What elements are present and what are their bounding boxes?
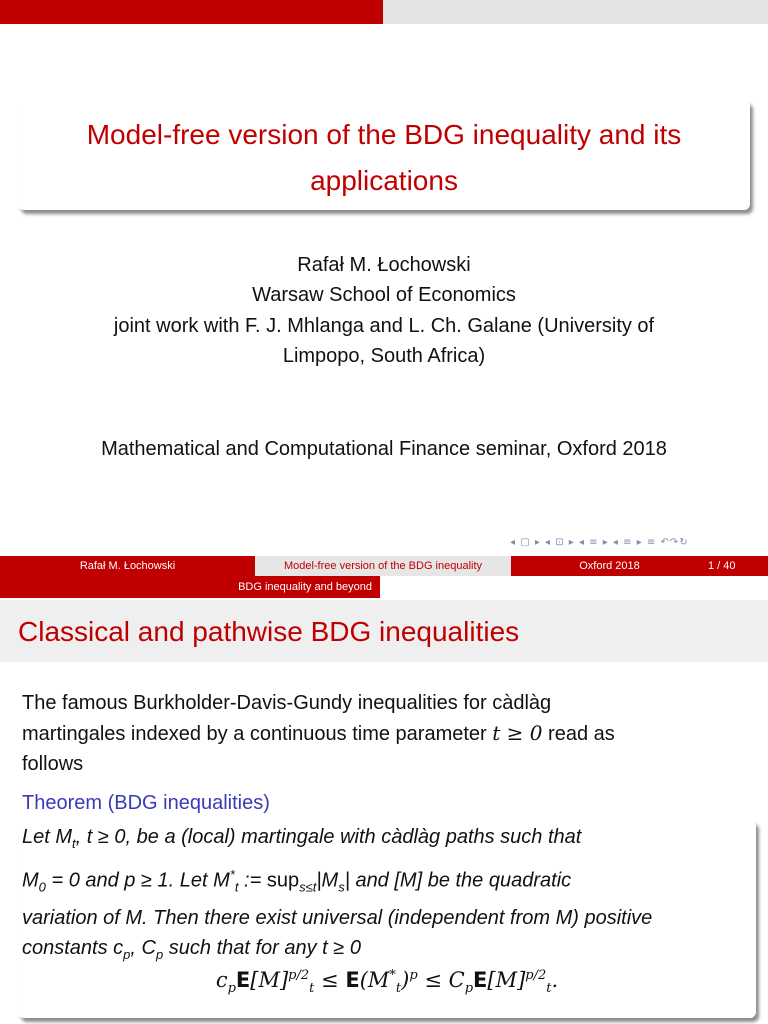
author-affiliation: Warsaw School of Economics (252, 284, 516, 306)
thm-l4-b: , C (130, 937, 156, 960)
f-C: C (448, 968, 465, 992)
title-box (18, 100, 750, 210)
footer-page-number: 1 / 40 (708, 560, 736, 572)
section-name: BDG inequality and beyond (0, 576, 380, 598)
f-mid-pow: p (409, 968, 418, 983)
seminar-info: Mathematical and Computational Finance seminar, Oxford 2018 (101, 438, 667, 460)
footer-author: Rafał M. Łochowski (0, 556, 255, 576)
theorem-box (18, 820, 756, 1018)
intro-line-2 (22, 718, 742, 749)
frame-title-bar (0, 600, 768, 662)
presentation-title (18, 112, 750, 204)
theorem-statement (22, 822, 752, 971)
thm-l2-sup-op: sup (266, 869, 300, 892)
thm-l4-a: constants c (22, 937, 124, 960)
f-c-sub: p (227, 981, 236, 997)
intro-line-2-start: martingales indexed by a continuous time parameter (22, 723, 493, 745)
thm-l2-sub3: s (338, 879, 345, 895)
thm-l2-d: |M (316, 869, 339, 892)
f-qv-2-sup: p/2 (525, 968, 547, 983)
thm-l4-sub2: p (155, 947, 164, 963)
f-C-sub: p (464, 981, 474, 997)
thm-l2-e: | and [M] be the quadratic (344, 869, 572, 892)
intro-line-3: follows (22, 753, 84, 775)
f-expectation-2: E (345, 968, 360, 992)
thm-l2-sub: 0 (38, 879, 46, 895)
theorem-line-3: variation of M. Then there exist universal (independent from M) positive (22, 906, 653, 929)
bdg-formula (18, 968, 756, 996)
thm-l1-sub: t (72, 836, 76, 851)
title-line-2: applications (310, 165, 458, 196)
thm-l2-b: = 0 and p ≥ 1. Let M (45, 869, 230, 892)
slide2-header-bar (0, 576, 768, 598)
f-le-2: ≤ (417, 968, 449, 992)
intro-paragraph (22, 688, 742, 779)
thm-l2-sup-sub: s≤t (299, 879, 317, 895)
thm-l2-c: := (238, 869, 267, 892)
f-mid-close: ) (401, 968, 410, 992)
frame-title: Classical and pathwise BDG inequalities (18, 616, 520, 647)
thm-l4-c: such that for any t ≥ 0 (163, 937, 361, 960)
theorem-line-4 (22, 933, 752, 971)
header-grey-segment (383, 0, 768, 24)
thm-l2-sub2: t (234, 879, 239, 895)
title-line-1: Model-free version of the BDG inequality and its (86, 119, 682, 150)
thm-l1-rest: , t ≥ 0, be a (local) martingale with càdlàg paths such that (75, 826, 582, 848)
header-red-segment (0, 0, 383, 24)
f-qv-2-sub: t (546, 981, 552, 997)
beamer-navigation-icons[interactable]: ◂ ▢ ▸ ◂ ⊡ ▸ ◂ ≡ ▸ ◂ ≡ ▸ ≡ ↶↷↻ (510, 537, 689, 548)
footer-short-title: Model-free version of the BDG inequality (255, 556, 511, 576)
header-light-segment (380, 576, 768, 598)
f-qv-1-sup: p/2 (288, 968, 310, 983)
slide-footer (0, 556, 768, 576)
theorem-line-1 (22, 822, 752, 860)
f-le-1: ≤ (314, 968, 346, 992)
f-expectation-1: E (235, 968, 251, 992)
f-qv-1: [M] (250, 968, 289, 992)
f-mid-sup: * (389, 968, 396, 983)
f-mid: (M (359, 968, 390, 992)
footer-event: Oxford 2018 (579, 560, 640, 572)
thm-l2-a: M (22, 869, 39, 892)
thm-l1-a: Let M (22, 826, 73, 848)
f-qv-2: [M] (487, 968, 526, 992)
f-qv-1-sub: t (309, 981, 315, 997)
thm-l2-sup: * (229, 866, 235, 882)
slide1-header-bar (0, 0, 768, 24)
thm-l4-sub1: p (123, 947, 131, 963)
footer-right (511, 556, 768, 576)
theorem-title: Theorem (BDG inequalities) (22, 792, 270, 814)
f-mid-sub: t (395, 981, 402, 997)
intro-math-t: t ≥ 0 (492, 721, 543, 745)
intro-line-1: The famous Burkholder-Davis-Gundy inequalities for càdlàg (22, 692, 552, 714)
f-c: c (215, 968, 228, 992)
f-expectation-3: E (473, 968, 488, 992)
coauthors-line-1: joint work with F. J. Mhlanga and L. Ch. Galane (University of (113, 315, 655, 337)
coauthors-line-2: Limpopo, South Africa) (282, 345, 486, 367)
author-name: Rafał M. Łochowski (297, 254, 471, 276)
theorem-line-2 (22, 860, 752, 903)
f-end: . (551, 968, 559, 992)
intro-line-2-end: read as (542, 723, 615, 745)
